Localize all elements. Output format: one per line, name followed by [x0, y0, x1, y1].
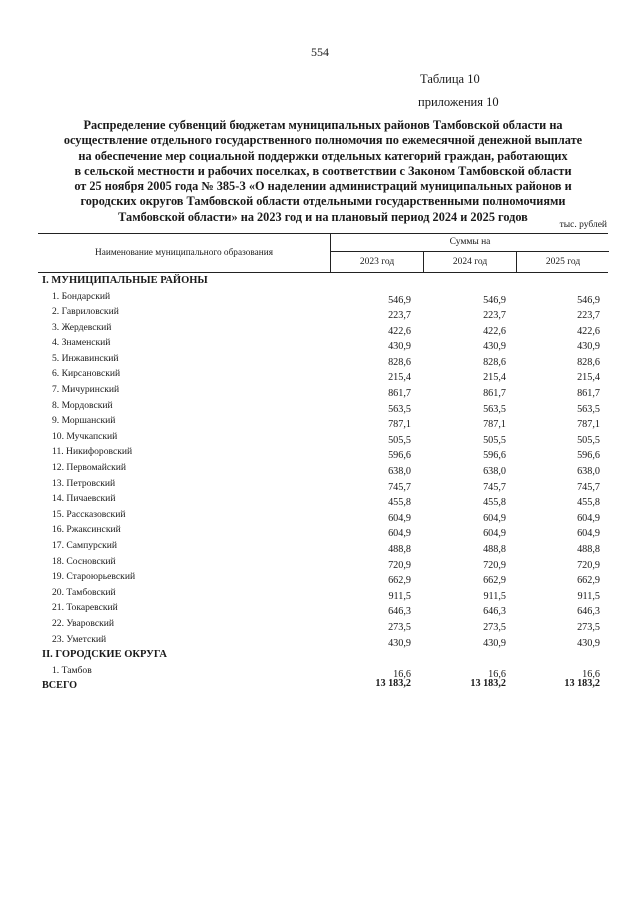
- table-row: [38, 585, 608, 601]
- value-2025: 787,1: [577, 419, 600, 431]
- table-row: [38, 398, 608, 414]
- municipality-name: 19. Староюрьевский: [52, 571, 136, 583]
- value-2025: 488,8: [577, 544, 600, 555]
- municipality-name: 6. Кирсановский: [52, 368, 121, 380]
- value-2023: 215,4: [388, 372, 411, 384]
- value-2025: 422,6: [577, 325, 600, 337]
- municipality-name: 15. Рассказовский: [52, 508, 126, 520]
- value-2023: 546,9: [388, 294, 411, 306]
- value-2024: 720,9: [483, 559, 506, 571]
- page-number: 554: [311, 45, 329, 59]
- value-2025: 455,8: [577, 497, 600, 509]
- header-year: 2025 год: [516, 252, 609, 272]
- municipality-name: 20. Тамбовский: [52, 586, 116, 598]
- table-row: [38, 491, 608, 507]
- subvention-table: [38, 233, 608, 694]
- value-2023: 273,5: [388, 621, 411, 633]
- value-2025: 273,5: [577, 621, 600, 633]
- value-2025: 662,9: [577, 575, 600, 587]
- units-label: тыс. рублей: [559, 220, 607, 230]
- value-2023: 787,1: [388, 419, 411, 431]
- municipality-name: 1. Бондарский: [52, 290, 111, 302]
- table-row: [38, 444, 608, 460]
- value-2025: 223,7: [577, 310, 600, 322]
- value-2023: 13 183,2: [375, 678, 411, 690]
- value-2025: 505,5: [577, 434, 600, 446]
- municipality-name: 1. Тамбов: [52, 664, 92, 676]
- municipality-name: 3. Жердевский: [52, 321, 112, 333]
- value-2024: 861,7: [483, 388, 506, 400]
- value-2024: 563,5: [483, 403, 506, 415]
- value-2025: 638,0: [577, 466, 600, 478]
- appendix-caption: приложения 10: [418, 95, 499, 109]
- value-2025: 828,6: [577, 356, 600, 368]
- municipality-name: 16. Ржаксинский: [52, 524, 121, 536]
- municipality-name: 9. Моршанский: [52, 415, 116, 427]
- municipality-name: 5. Инжавинский: [52, 352, 119, 364]
- value-2024: 13 183,2: [470, 678, 506, 690]
- title-line: на обеспечение мер социальной поддержки отдельных категорий граждан, работающих: [78, 148, 568, 163]
- municipality-name: 23. Уметский: [52, 633, 107, 645]
- value-2023: 422,6: [388, 325, 411, 337]
- title-line: Тамбовской области» на 2023 год и на плановый период 2024 и 2025 годов: [118, 209, 528, 224]
- value-2024: 638,0: [483, 466, 506, 478]
- total-label: ВСЕГО: [42, 680, 78, 692]
- table-row: [38, 616, 608, 632]
- table-row: [38, 554, 608, 570]
- table-row: [38, 569, 608, 585]
- municipality-name: 21. Токаревский: [52, 602, 118, 614]
- title-line: от 25 ноября 2005 года № 385-З «О наделении администраций муниципальных районов и: [74, 179, 572, 194]
- table-row: [38, 476, 608, 492]
- table-row: [38, 320, 608, 336]
- header-years: [331, 252, 609, 272]
- municipality-name: 18. Сосновский: [52, 555, 116, 567]
- value-2023: 488,8: [388, 544, 411, 555]
- value-2025: 604,9: [577, 512, 600, 524]
- value-2023: 16,6: [393, 668, 411, 680]
- municipality-name: 4. Знаменский: [52, 337, 111, 349]
- value-2023: 223,7: [388, 310, 411, 322]
- value-2025: 745,7: [577, 481, 600, 493]
- value-2023: 430,9: [388, 637, 411, 649]
- value-2024: 596,6: [483, 450, 506, 462]
- title-line: в сельской местности и рабочих поселках, в соответствии с Законом Тамбовской области: [74, 163, 572, 178]
- value-2023: 638,0: [388, 466, 411, 478]
- municipality-name: 2. Гавриловский: [52, 306, 119, 318]
- table-row: [38, 335, 608, 351]
- table-row: [38, 632, 608, 648]
- value-2024: 646,3: [483, 606, 506, 618]
- value-2025: 546,9: [577, 294, 600, 306]
- value-2025: 720,9: [577, 559, 600, 571]
- municipality-name: 12. Первомайский: [52, 462, 127, 474]
- table-row: [38, 663, 608, 679]
- value-2024: 455,8: [483, 497, 506, 509]
- value-2024: 16,6: [488, 668, 506, 680]
- municipality-name: 11. Никифоровский: [52, 446, 133, 458]
- table-row: [38, 413, 608, 429]
- value-2025: 215,4: [577, 372, 600, 384]
- municipality-name: 7. Мичуринский: [52, 384, 120, 396]
- header-year: 2024 год: [423, 252, 516, 272]
- value-2025: 430,9: [577, 637, 600, 649]
- value-2023: 563,5: [388, 403, 411, 415]
- title-line: Распределение субвенций бюджетам муниципальных районов Тамбовской области на: [83, 118, 563, 132]
- value-2024: 604,9: [483, 528, 506, 540]
- value-2024: 430,9: [483, 637, 506, 649]
- total-row: [38, 678, 608, 694]
- table-row: [38, 351, 608, 367]
- value-2023: 662,9: [388, 575, 411, 587]
- section-title: II. ГОРОДСКИЕ ОКРУГА: [42, 649, 167, 661]
- header-name-column: Наименование муниципального образования: [95, 248, 273, 258]
- value-2023: 828,6: [388, 356, 411, 368]
- table-row: [38, 460, 608, 476]
- value-2023: 430,9: [388, 341, 411, 353]
- table-header: [38, 233, 608, 273]
- value-2024: 911,5: [483, 590, 506, 602]
- value-2025: 646,3: [577, 606, 600, 618]
- table-caption: Таблица 10: [420, 72, 480, 86]
- value-2023: 861,7: [388, 388, 411, 400]
- table-row: [38, 538, 608, 554]
- value-2023: 720,9: [388, 559, 411, 571]
- value-2023: 745,7: [388, 481, 411, 493]
- value-2025: 604,9: [577, 528, 600, 540]
- municipality-name: 10. Мучкапский: [52, 430, 118, 442]
- table-row: [38, 429, 608, 445]
- section-row: [38, 647, 608, 663]
- value-2023: 596,6: [388, 450, 411, 462]
- value-2024: 505,5: [483, 434, 506, 446]
- value-2024: 546,9: [483, 294, 506, 306]
- value-2024: 273,5: [483, 621, 506, 633]
- table-row: [38, 507, 608, 523]
- value-2024: 787,1: [483, 419, 506, 431]
- document-title: [36, 118, 610, 225]
- value-2023: 604,9: [388, 528, 411, 540]
- section-row: [38, 273, 608, 289]
- table-row: [38, 522, 608, 538]
- title-line: осуществление отдельного государственного полномочия по ежемесячной денежной выплате: [63, 133, 583, 148]
- value-2024: 430,9: [483, 341, 506, 353]
- value-2023: 505,5: [388, 434, 411, 446]
- value-2025: 861,7: [577, 388, 600, 400]
- value-2023: 646,3: [388, 606, 411, 618]
- municipality-name: 17. Сампурский: [52, 540, 118, 551]
- table-row: [38, 366, 608, 382]
- value-2025: 13 183,2: [564, 678, 600, 690]
- value-2023: 604,9: [388, 512, 411, 524]
- value-2025: 596,6: [577, 450, 600, 462]
- header-sums: Суммы на: [331, 234, 609, 252]
- value-2025: 563,5: [577, 403, 600, 415]
- municipality-name: 13. Петровский: [52, 477, 116, 489]
- value-2024: 828,6: [483, 356, 506, 368]
- header-year: 2023 год: [359, 257, 395, 267]
- value-2025: 430,9: [577, 341, 600, 353]
- value-2024: 223,7: [483, 310, 506, 322]
- value-2023: 911,5: [388, 590, 411, 602]
- value-2024: 745,7: [483, 481, 506, 493]
- table-row: [38, 382, 608, 398]
- value-2023: 455,8: [388, 497, 411, 509]
- value-2025: 911,5: [577, 590, 600, 602]
- section-title: I. МУНИЦИПАЛЬНЫЕ РАЙОНЫ: [42, 275, 208, 286]
- value-2024: 488,8: [483, 544, 506, 555]
- value-2025: 16,6: [582, 668, 600, 680]
- value-2024: 422,6: [483, 325, 506, 337]
- value-2024: 215,4: [483, 372, 506, 384]
- header-sums-group: [330, 234, 609, 272]
- municipality-name: 8. Мордовский: [52, 399, 113, 411]
- municipality-name: 14. Пичаевский: [52, 493, 116, 505]
- municipality-name: 22. Уваровский: [52, 617, 115, 629]
- table-body: [38, 273, 608, 694]
- value-2024: 604,9: [483, 512, 506, 524]
- table-row: [38, 289, 608, 305]
- value-2024: 662,9: [483, 575, 506, 587]
- table-row: [38, 304, 608, 320]
- table-row: [38, 600, 608, 616]
- title-line: городских округов Тамбовской области отдельными государственными полномочиями: [80, 194, 566, 209]
